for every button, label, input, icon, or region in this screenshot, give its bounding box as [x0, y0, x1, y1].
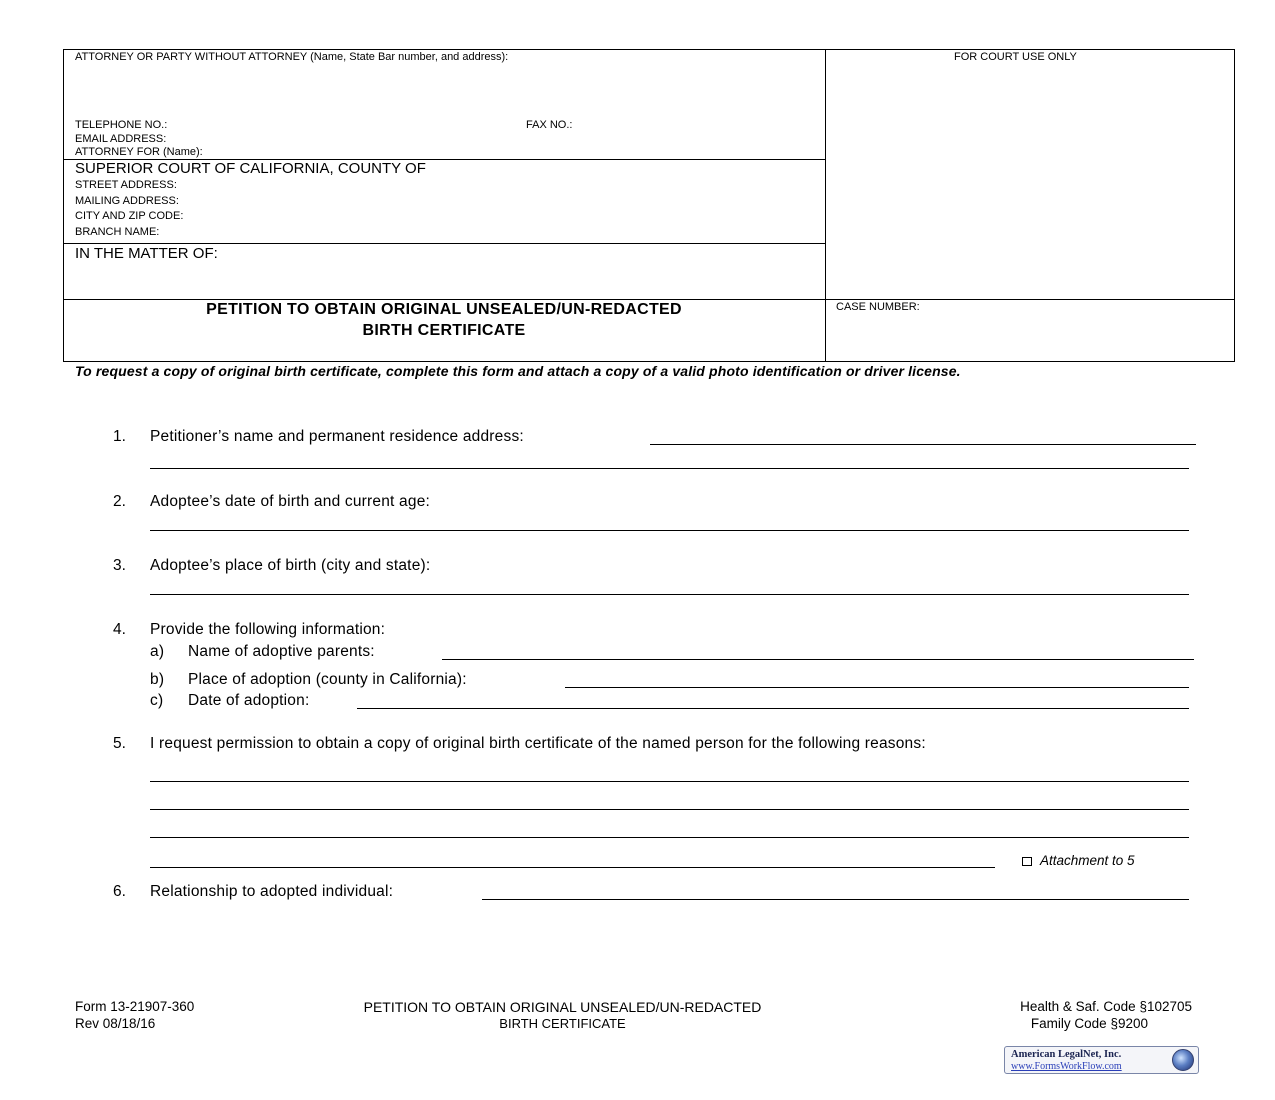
globe-icon [1172, 1049, 1194, 1071]
item-4b-letter: b) [150, 671, 165, 688]
item-2-label: Adoptee’s date of birth and current age: [150, 493, 431, 510]
street-address-label: STREET ADDRESS: [75, 179, 177, 191]
logo-company-name: American LegalNet, Inc. [1011, 1049, 1122, 1060]
footer-title-line2: BIRTH CERTIFICATE [499, 1016, 626, 1031]
logo-url-link[interactable]: www.FormsWorkFlow.com [1011, 1061, 1122, 1072]
footer-form-number: Form 13-21907-360 [75, 999, 195, 1014]
petitioner-address-line2-field[interactable] [150, 468, 1189, 469]
checkbox-square-icon[interactable] [1022, 857, 1032, 866]
item-1-label: Petitioner’s name and permanent residence address: [150, 428, 524, 445]
date-of-adoption-field[interactable] [357, 708, 1189, 709]
case-number-label: CASE NUMBER: [836, 301, 920, 313]
email-label: EMAIL ADDRESS: [75, 133, 167, 145]
city-zip-label: CITY AND ZIP CODE: [75, 210, 184, 222]
item-4c-letter: c) [150, 692, 164, 709]
court-box-bottom [63, 243, 825, 244]
item-6-label: Relationship to adopted individual: [150, 883, 394, 900]
adoptive-parents-field[interactable] [442, 659, 1194, 660]
item-3-number: 3. [113, 557, 126, 574]
branch-name-label: BRANCH NAME: [75, 226, 160, 238]
form-title-line1: PETITION TO OBTAIN ORIGINAL UNSEALED/UN-REDACTED [206, 301, 682, 318]
reasons-line-3-field[interactable] [150, 837, 1189, 838]
matter-label: IN THE MATTER OF: [75, 245, 218, 262]
item-6-number: 6. [113, 883, 126, 900]
header-divider [825, 49, 826, 362]
place-of-adoption-field[interactable] [565, 687, 1189, 688]
adoptee-place-of-birth-field[interactable] [150, 594, 1189, 595]
matter-box-bottom [63, 299, 1235, 300]
telephone-label: TELEPHONE NO.: [75, 119, 168, 131]
petitioner-name-address-field[interactable] [650, 444, 1196, 445]
court-name: SUPERIOR COURT OF CALIFORNIA, COUNTY OF [75, 160, 426, 177]
adoptee-dob-age-field[interactable] [150, 530, 1189, 531]
footer-code-1: Health & Saf. Code §102705 [1020, 999, 1192, 1014]
item-4-number: 4. [113, 621, 126, 638]
item-3-label: Adoptee’s place of birth (city and state): [150, 557, 431, 574]
american-legalnet-logo[interactable] [1004, 1046, 1199, 1074]
attachment-to-5-label: Attachment to 5 [1040, 853, 1135, 868]
item-4b-label: Place of adoption (county in California): [188, 671, 467, 688]
reasons-line-2-field[interactable] [150, 809, 1189, 810]
instruction-text: To request a copy of original birth certificate, complete this form and attach a copy of a valid photo identification or driver license. [75, 363, 961, 379]
item-4a-letter: a) [150, 643, 165, 660]
relationship-field[interactable] [482, 899, 1189, 900]
attorney-for-label: ATTORNEY FOR (Name): [75, 146, 203, 158]
footer-revision: Rev 08/18/16 [75, 1016, 156, 1031]
footer-title-line1: PETITION TO OBTAIN ORIGINAL UNSEALED/UN-REDACTED [363, 999, 762, 1015]
footer-code-2: Family Code §9200 [1030, 1016, 1148, 1031]
court-use-label: FOR COURT USE ONLY [954, 51, 1077, 63]
item-5-label: I request permission to obtain a copy of original birth certificate of the named person for the following reasons: [150, 735, 926, 752]
item-4a-label: Name of adoptive parents: [188, 643, 375, 660]
reasons-line-4-field[interactable] [150, 867, 995, 868]
item-4c-label: Date of adoption: [188, 692, 310, 709]
item-4-label: Provide the following information: [150, 621, 386, 638]
item-5-number: 5. [113, 735, 126, 752]
item-1-number: 1. [113, 428, 126, 445]
item-2-number: 2. [113, 493, 126, 510]
attorney-label: ATTORNEY OR PARTY WITHOUT ATTORNEY (Name, State Bar number, and address): [75, 51, 509, 63]
fax-label: FAX NO.: [526, 119, 573, 131]
reasons-line-1-field[interactable] [150, 781, 1189, 782]
mailing-address-label: MAILING ADDRESS: [75, 195, 179, 207]
attachment-to-5-checkbox[interactable] [1022, 853, 1135, 868]
form-title-line2: BIRTH CERTIFICATE [362, 322, 526, 339]
